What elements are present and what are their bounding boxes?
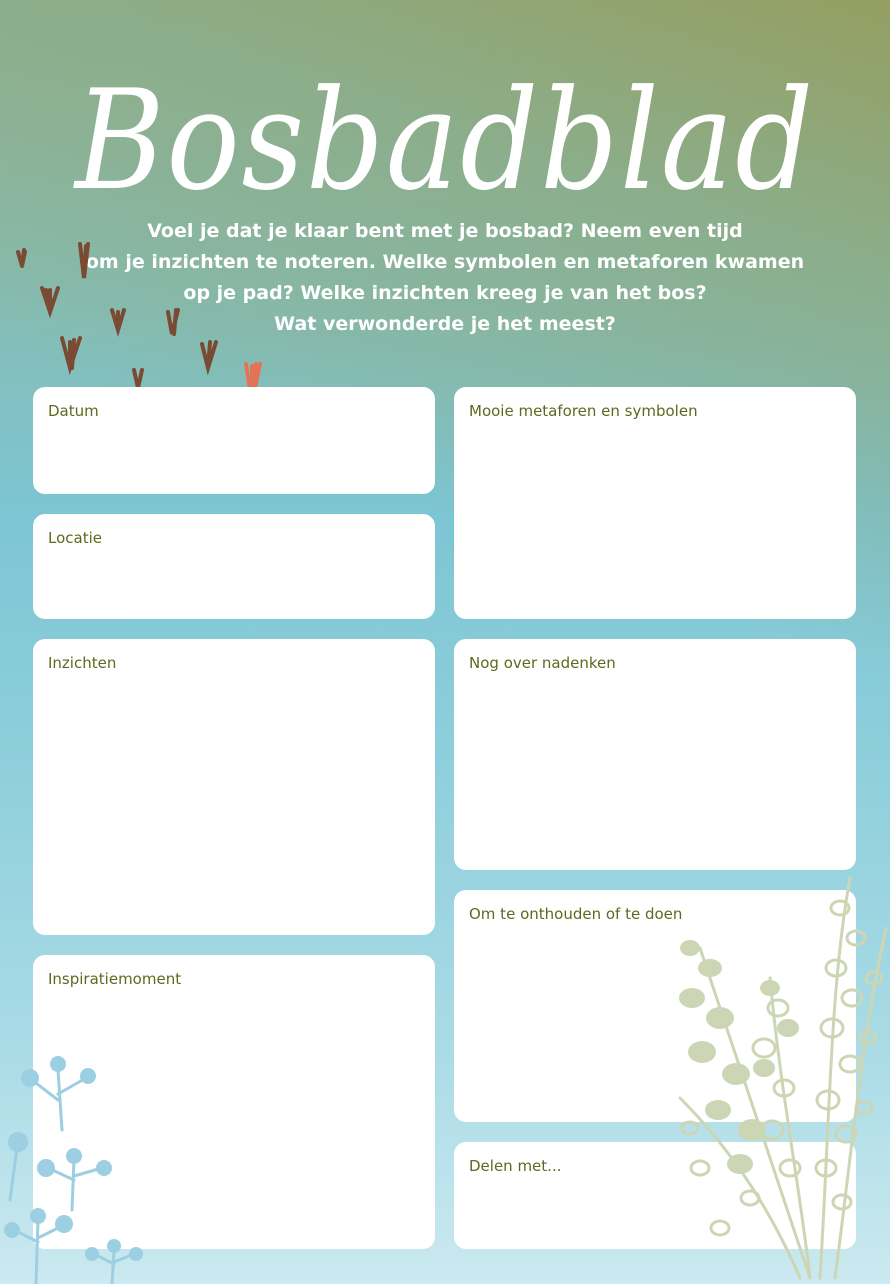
- metaforen-card[interactable]: [454, 387, 856, 619]
- page-title: [0, 18, 890, 228]
- onthouden-label: Om te onthouden of te doen: [469, 905, 683, 923]
- datum-card[interactable]: [33, 387, 435, 494]
- intro-text: [70, 216, 820, 340]
- intro-line: om je inzichten te noteren. Welke symbolen en metaforen kwamen: [85, 251, 805, 273]
- inspiratiemoment-card[interactable]: [33, 955, 435, 1249]
- delen-card[interactable]: [454, 1142, 856, 1249]
- inzichten-card[interactable]: [33, 639, 435, 935]
- onthouden-card[interactable]: [454, 890, 856, 1122]
- locatie-card[interactable]: [33, 514, 435, 619]
- delen-label: Delen met...: [469, 1157, 562, 1175]
- inzichten-label: Inzichten: [48, 654, 117, 672]
- title-text: Bosbadblad: [72, 60, 815, 221]
- intro-line: Wat verwonderde je het meest?: [274, 313, 616, 335]
- locatie-label: Locatie: [48, 529, 102, 547]
- intro-line: Voel je dat je klaar bent met je bosbad? Neem even tijd: [147, 220, 743, 242]
- metaforen-label: Mooie metaforen en symbolen: [469, 402, 698, 420]
- datum-label: Datum: [48, 402, 99, 420]
- intro-line: op je pad? Welke inzichten kreeg je van het bos?: [183, 282, 707, 304]
- nadenken-label: Nog over nadenken: [469, 654, 616, 672]
- nadenken-card[interactable]: [454, 639, 856, 870]
- inspiratiemoment-label: Inspiratiemoment: [48, 970, 182, 988]
